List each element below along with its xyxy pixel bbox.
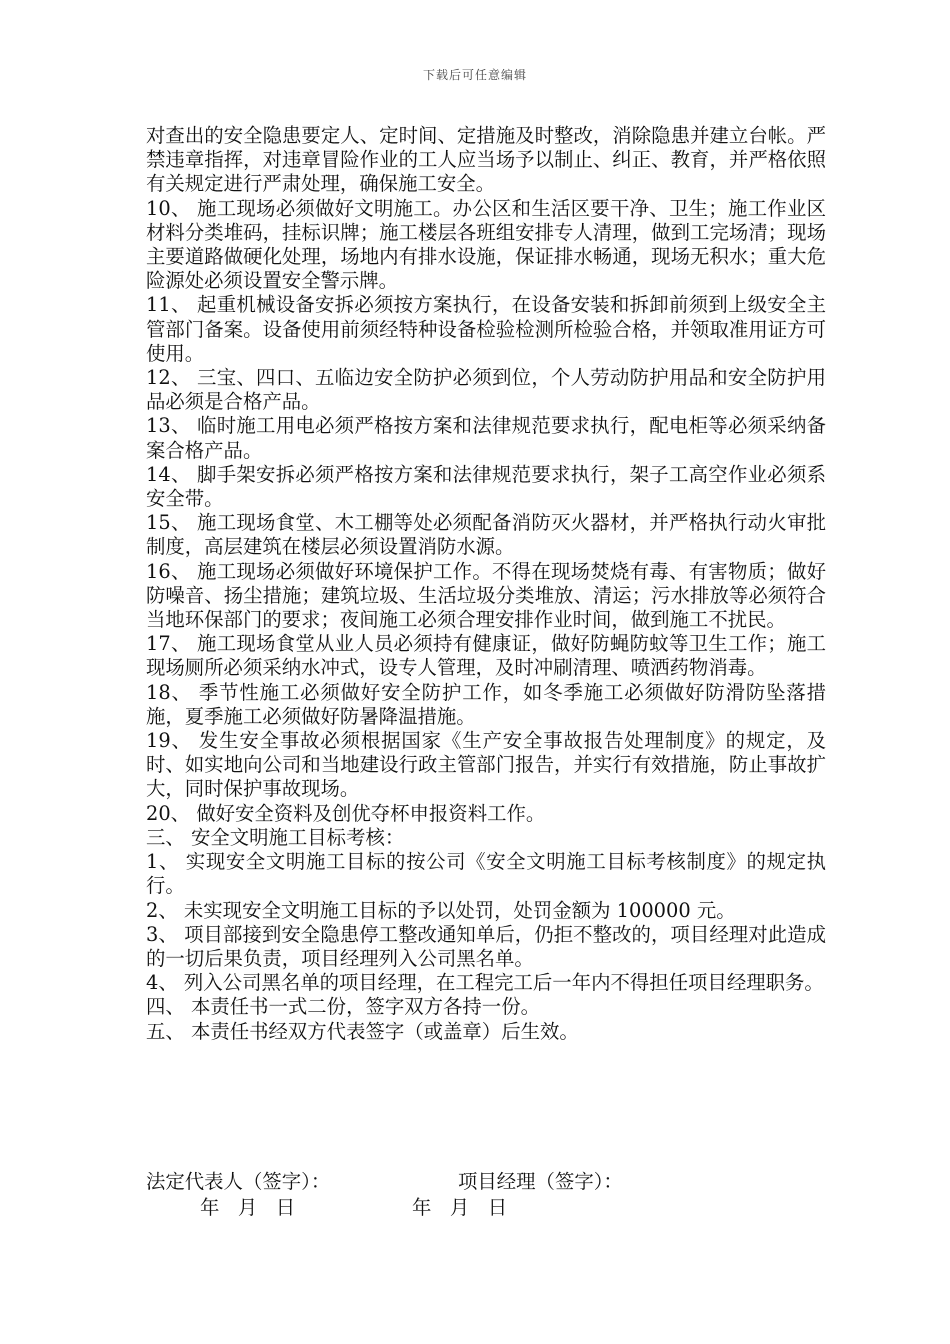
signature-label-row <box>146 1170 826 1196</box>
paragraph-item-13: 13、 临时施工用电必须严格按方案和法律规范要求执行，配电柜等必须采纳备案合格产品。 <box>146 414 826 462</box>
project-manager-date: 年 月 日 <box>412 1196 508 1219</box>
paragraph-item-20: 20、 做好安全资料及创优夺杯申报资料工作。 <box>146 801 546 825</box>
document-body <box>146 124 826 1044</box>
paragraph-item-17: 17、 施工现场食堂从业人员必须持有健康证，做好防蝇防蚊等卫生工作；施工现场厕所必须采纳水冲式，设专人管理，及时冲刷清理、喷洒药物消毒。 <box>146 632 826 680</box>
paragraph-assessment-2: 2、 未实现安全文明施工目标的予以处罚，处罚金额为 100000 元。 <box>146 898 736 922</box>
paragraph-item-15: 15、 施工现场食堂、木工棚等处必须配备消防灭火器材，并严格执行动火审批制度，高层建筑在楼层必须设置消防水源。 <box>146 511 826 559</box>
paragraph-item-16: 16、 施工现场必须做好环境保护工作。不得在现场焚烧有毒、有害物质；做好防噪音、扬尘措施；建筑垃圾、生活垃圾分类堆放、清运；污水排放等必须符合当地环保部门的要求；夜间施工必须合理安排作业时间，做到施工不扰民。 <box>146 559 826 632</box>
paragraph-assessment-4: 4、 列入公司黑名单的项目经理，在工程完工后一年内不得担任项目经理职务。 <box>146 971 824 995</box>
signature-date-row <box>146 1196 826 1222</box>
section-heading-5: 五、 本责任书经双方代表签字（或盖章）后生效。 <box>146 1019 579 1043</box>
paragraph-item-11: 11、 起重机械设备安拆必须按方案执行，在设备安装和拆卸前须到上级安全主管部门备案。设备使用前须经特种设备检验检测所检验合格，并领取准用证方可使用。 <box>146 293 826 365</box>
header-note: 下载后可任意编辑 <box>422 68 527 82</box>
signature-block <box>146 1170 826 1222</box>
section-heading-3: 三、 安全文明施工目标考核： <box>146 825 405 849</box>
legal-representative-date: 年 月 日 <box>200 1196 296 1219</box>
paragraph-item-10: 10、 施工现场必须做好文明施工。办公区和生活区要干净、卫生；施工作业区材料分类堆码，挂标识牌；施工楼层各班组安排专人清理，做到工完场清；现场主要道路做硬化处理，场地内有排水设施，保证排水畅通，现场无积水；重大危险源处必须设置安全警示牌。 <box>146 196 826 293</box>
paragraph-item-12: 12、 三宝、四口、五临边安全防护必须到位，个人劳动防护用品和安全防护用品必须是合格产品。 <box>146 366 826 414</box>
legal-representative-signature-label: 法定代表人（签字）： <box>146 1170 331 1193</box>
paragraph-assessment-1: 1、 实现安全文明施工目标的按公司《安全文明施工目标考核制度》的规定执行。 <box>146 850 826 898</box>
paragraph-item-18: 18、 季节性施工必须做好安全防护工作，如冬季施工必须做好防滑防坠落措施，夏季施工必须做好防暑降温措施。 <box>146 680 826 728</box>
section-heading-4: 四、 本责任书一式二份，签字双方各持一份。 <box>146 995 540 1019</box>
paragraph-hazard-rectification: 对查出的安全隐患要定人、定时间、定措施及时整改，消除隐患并建立台帐。严禁违章指挥，对违章冒险作业的工人应当场予以制止、纠正、教育，并严格依照有关规定进行严肃处理，确保施工安全。 <box>146 124 826 196</box>
paragraph-item-14: 14、 脚手架安拆必须严格按方案和法律规范要求执行，架子工高空作业必须系安全带。 <box>146 462 826 511</box>
paragraph-item-19: 19、 发生安全事故必须根据国家《生产安全事故报告处理制度》的规定，及时、如实地向公司和当地建设行政主管部门报告，并实行有效措施，防止事故扩大，同时保护事故现场。 <box>146 729 826 801</box>
project-manager-signature-label: 项目经理（签字）： <box>458 1170 623 1193</box>
paragraph-assessment-3: 3、 项目部接到安全隐患停工整改通知单后，仍拒不整改的，项目经理对此造成的一切后果负责，项目经理列入公司黑名单。 <box>146 922 826 970</box>
